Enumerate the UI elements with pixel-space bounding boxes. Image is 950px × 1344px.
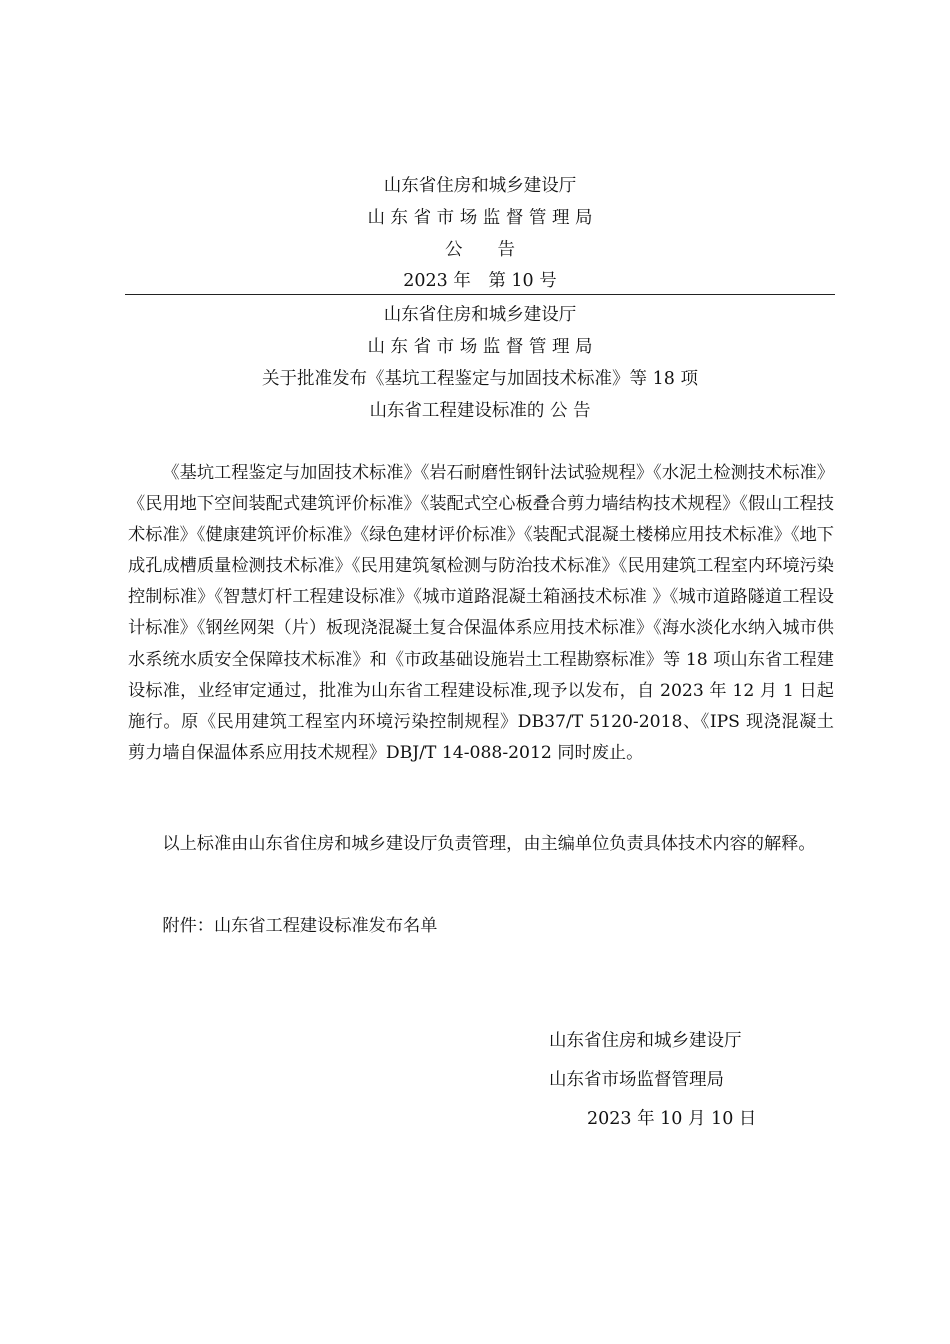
header-doc-number: 2023 年 第 10 号 — [403, 271, 557, 291]
header-doc-type: 公 告 — [445, 240, 515, 260]
signature-date: 2023 年 10 月 10 日 — [587, 1109, 757, 1129]
header-divider — [125, 294, 835, 295]
title-line-2: 山东省工程建设标准的 公 告 — [369, 401, 591, 421]
body-paragraph-management: 以上标准由山东省住房和城乡建设厅负责管理，由主编单位负责具体技术内容的解释。 — [162, 834, 816, 854]
body-attachment: 附件：山东省工程建设标准发布名单 — [162, 916, 438, 936]
header-issuer-housing: 山东省住房和城乡建设厅 — [383, 176, 577, 196]
title-issuer-housing: 山东省住房和城乡建设厅 — [383, 305, 577, 325]
body-paragraph-standards: 《基坑工程鉴定与加固技术标准》《岩石耐磨性钢针法试验规程》《水泥土检测技术标准》《民用地下空间装配式建筑评价标准》《装配式空心板叠合剪力墙结构技术规程》《假山工程技术标准》《健康建筑评价标准》《绿色建材评价标准》《装配式混凝土楼梯应用技术标准》《地下成孔成槽质量检测技术标准》《民用建筑氡检测与防治技术标准》《民用建筑工程室内环境污染控制标准》《智慧灯杆工程建设标准》《城市道路混凝土箱涵技术标准 》《城市道路隧道工程设计标准》《钢丝网架（片）板现浇混凝土复合保温体系应用技术标准》《海水淡化水纳入城市供水系统水质安全保障技术标准》和《市政基础设施岩土工程勘察标准》等 18 项山东省工程建设标准，业经审定通过，批准为山东省工程建设标准,现予以发布，自 2023 年 12 月 1 日起施行。原《民用建筑工程室内环境污染控制规程》DB37/T 5120-2018、《IPS 现浇混凝土剪力墙自保温体系应用技术规程》DBJ/T 14-088-2012 同时废止。 — [128, 463, 834, 763]
signature-issuer-market: 山东省市场监督管理局 — [549, 1070, 724, 1090]
header-issuer-market: 山 东 省 市 场 监 督 管 理 局 — [367, 208, 593, 228]
title-line-1: 关于批准发布《基坑工程鉴定与加固技术标准》等 18 项 — [262, 369, 698, 389]
signature-issuer-housing: 山东省住房和城乡建设厅 — [549, 1031, 742, 1051]
title-issuer-market: 山 东 省 市 场 监 督 管 理 局 — [367, 337, 593, 357]
